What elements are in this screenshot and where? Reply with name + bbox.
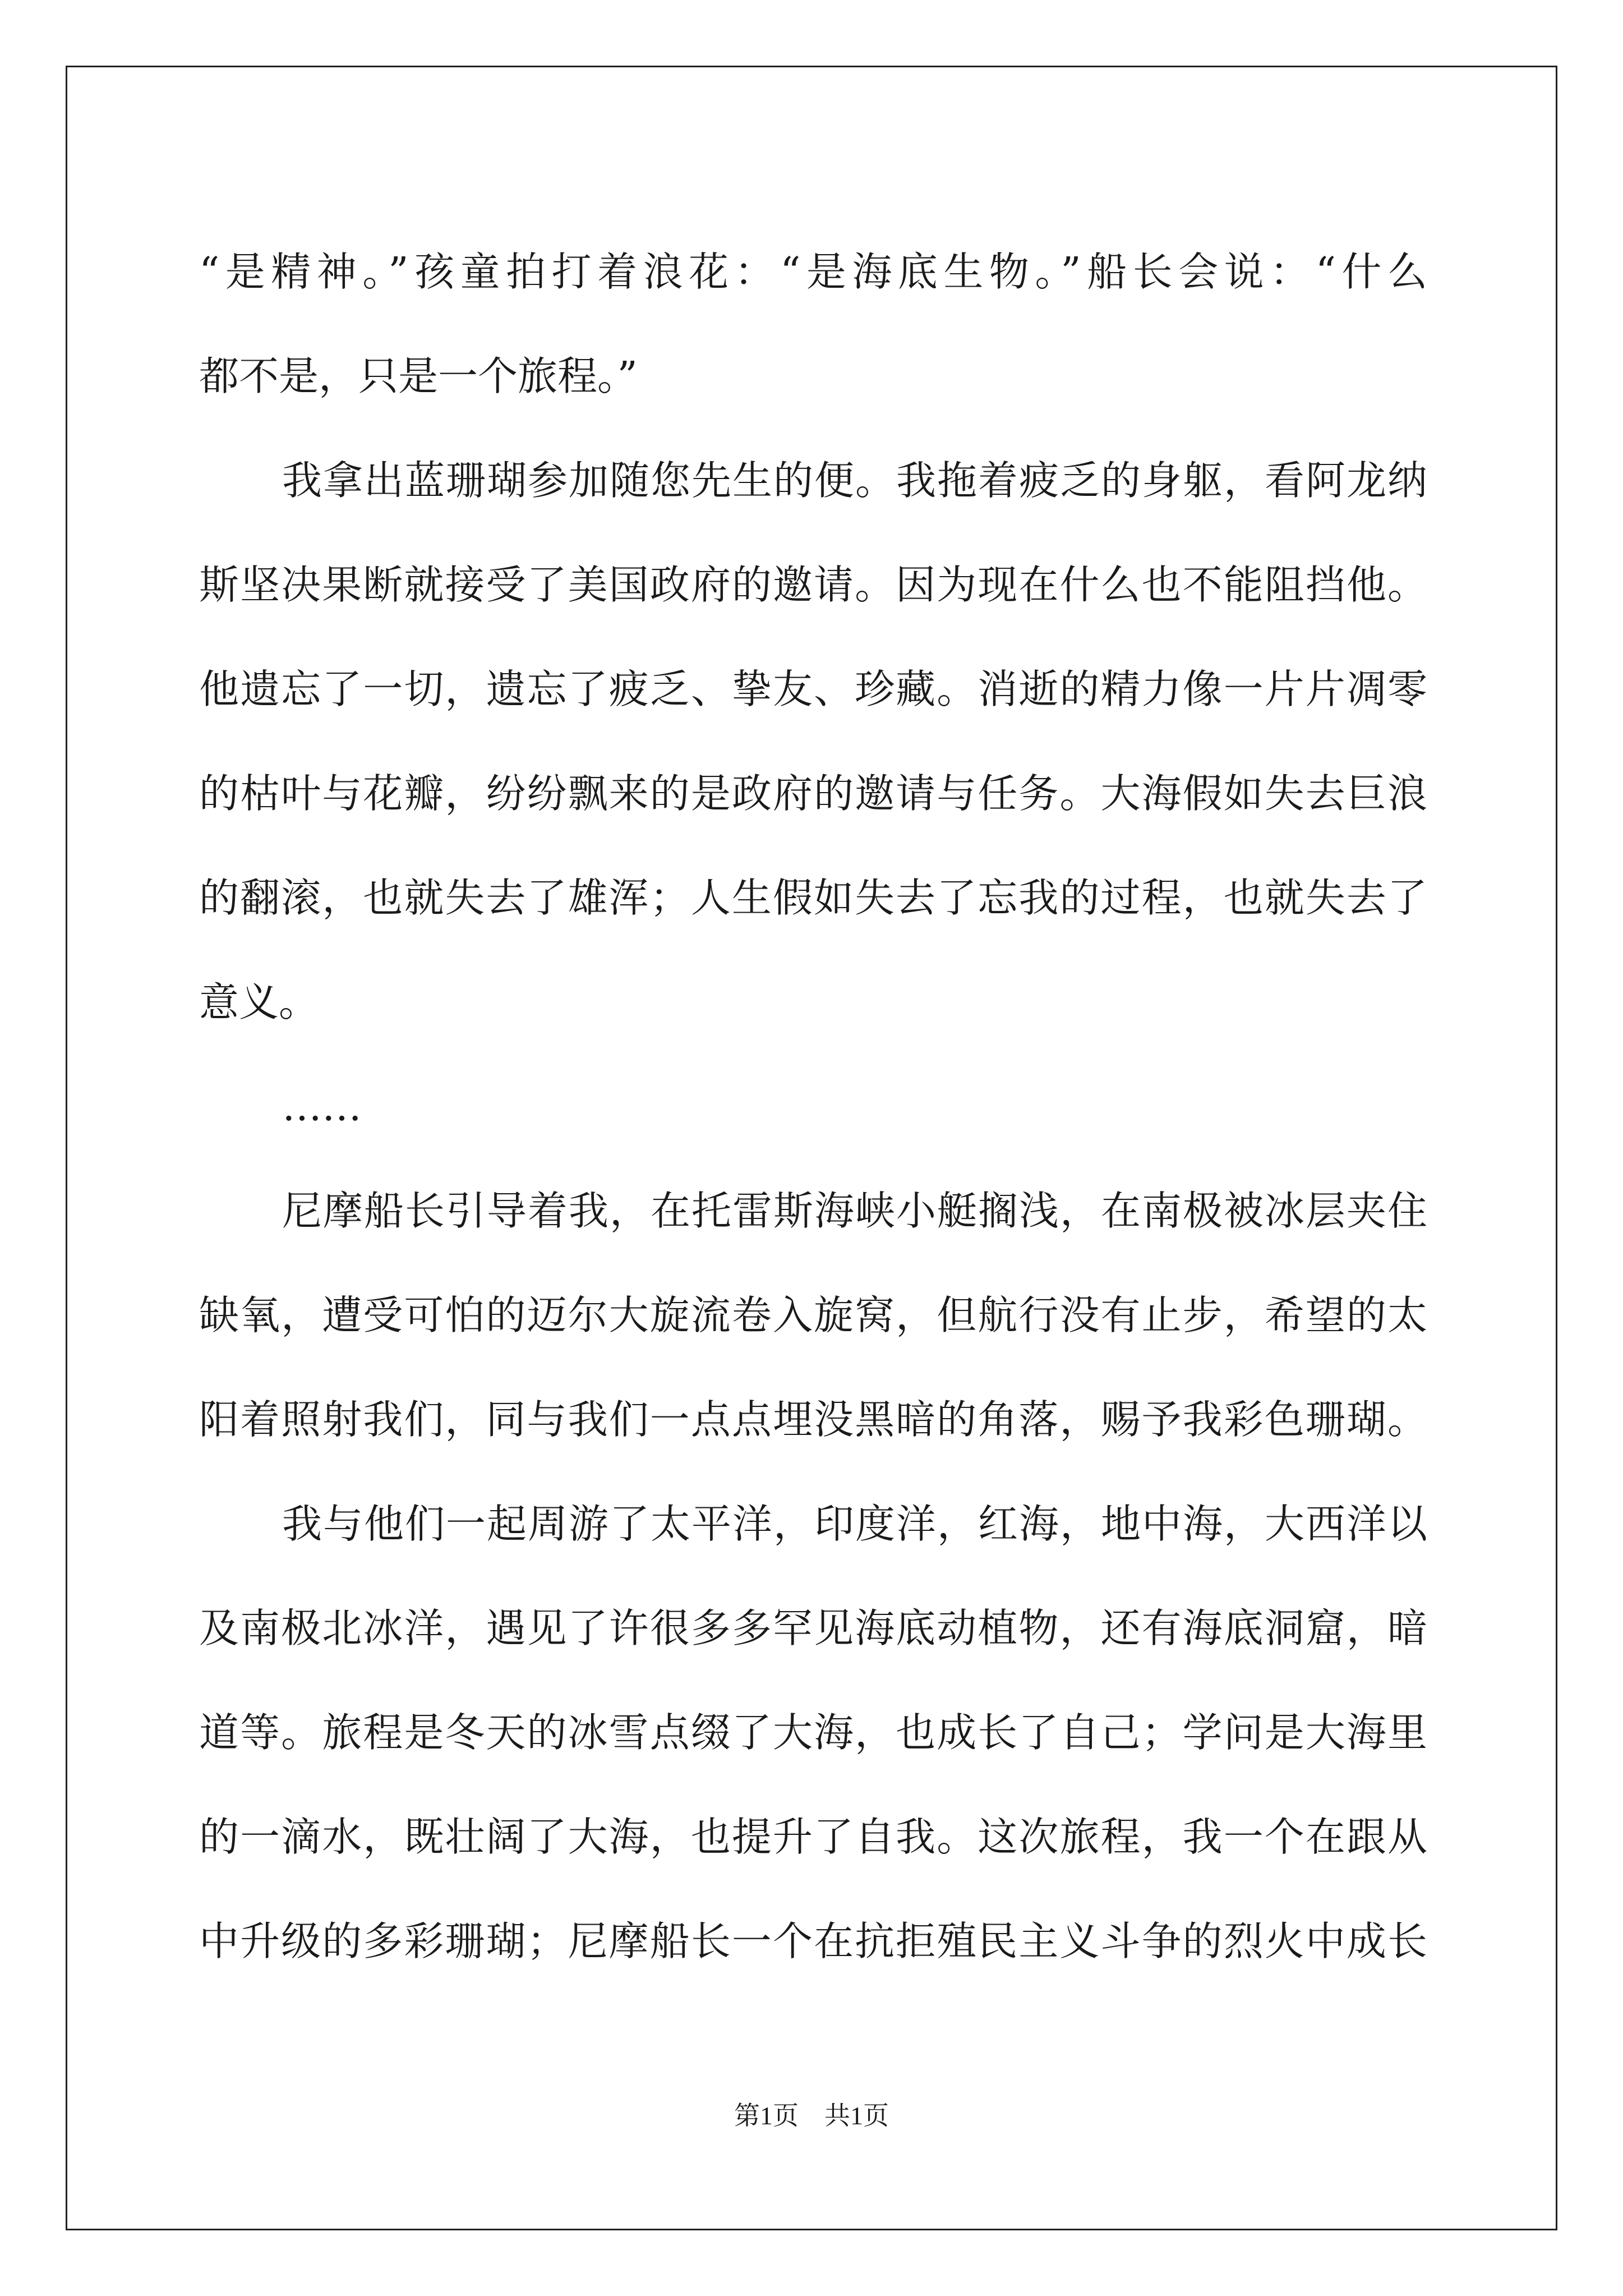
text-line: 尼摩船长引导着我，在托雷斯海峡小艇搁浅，在南极被冰层夹住 [282,1188,1427,1234]
ellipsis-line: …… [282,1083,362,1130]
text-line: 的翻滚，也就失去了雄浑；人生假如失去了忘我的过程，也就失去了 [199,875,1427,921]
text-line: 缺氧，遭受可怕的迈尔大旋流卷入旋窝，但航行没有止步，希望的太 [199,1292,1427,1338]
text-line: 意义。 [199,979,319,1025]
document-body [199,220,1427,1994]
text-line: 我与他们一起周游了太平洋，印度洋，红海，地中海，大西洋以 [282,1501,1427,1547]
page-number: 第1页 共1页 [734,2101,889,2130]
text-line: 中升级的多彩珊瑚；尼摩船长一个在抗拒殖民主义斗争的烈火中成长 [199,1918,1427,1964]
text-line: 的一滴水，既壮阔了大海，也提升了自我。这次旅程，我一个在跟从 [199,1814,1427,1860]
text-line: 斯坚决果断就接受了美国政府的邀请。因为现在什么也不能阻挡他。 [199,562,1427,608]
text-line: 他遗忘了一切，遗忘了疲乏、挚友、珍藏。消逝的精力像一片片凋零 [199,666,1427,712]
text-line: 我拿出蓝珊瑚参加随您先生的便。我拖着疲乏的身躯，看阿龙纳 [282,457,1427,504]
text-line: 的枯叶与花瓣，纷纷飘来的是政府的邀请与任务。大海假如失去巨浪 [199,770,1427,817]
text-line: 都不是，只是一个旅程。” [199,353,638,399]
text-line: 及南极北冰洋，遇见了许很多多罕见海底动植物，还有海底洞窟，暗 [199,1605,1427,1651]
text-line: “是精神。”孩童拍打着浪花：“是海底生物。”船长会说：“什么 [199,249,1427,295]
text-line: 道等。旅程是冬天的冰雪点缀了大海，也成长了自己；学问是大海里 [199,1709,1427,1756]
text-line: 阳着照射我们，同与我们一点点埋没黑暗的角落，赐予我彩色珊瑚。 [199,1396,1427,1443]
